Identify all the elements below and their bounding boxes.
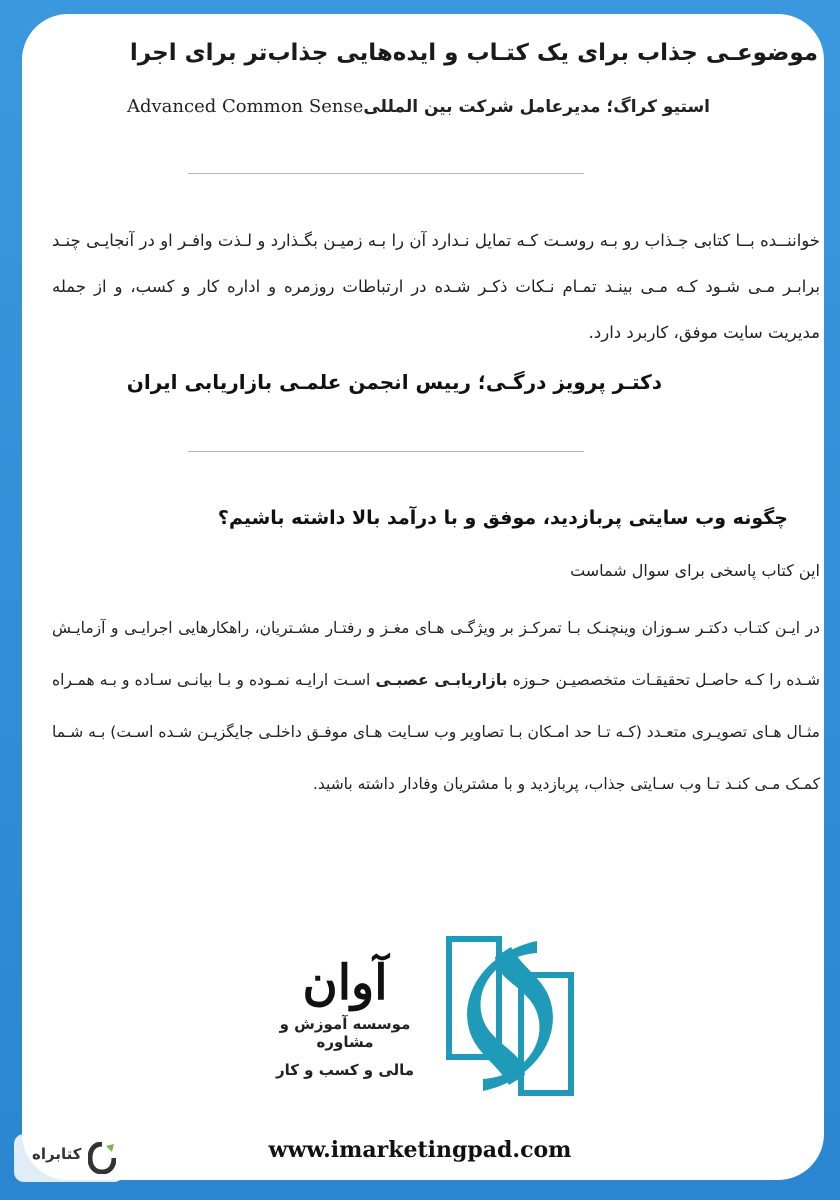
- avan-logo-icon: [445, 935, 575, 1097]
- question-heading: چگونه وب سایتی پربازدید، موفق و با درآمد بالا داشته باشیم؟: [217, 507, 788, 529]
- logo-subtitle: موسسه آموزش و مشاوره: [279, 1015, 411, 1051]
- company-name: Advanced Common Sense: [126, 96, 364, 117]
- divider: [188, 451, 584, 452]
- description-bold-term: بازاریابـی عصبـی: [375, 671, 508, 689]
- book-description: [52, 602, 820, 810]
- divider: [188, 173, 584, 174]
- page-title: موضوعـی جذاب برای یک کتـاب و ایده‌هایی جذاب‌تر برای اجرا: [129, 40, 818, 66]
- logo-text: [250, 955, 440, 1079]
- website-url: www.imarketingpad.com: [268, 1137, 572, 1163]
- endorsement-author-1: [54, 96, 710, 117]
- description-part-1: در ایـن کتـاب دکتـر سـوزان وینچنـک بـا تمرکـز بر ویژگـی هـای مغـز و رفتـار مشـتریان، راهکارهایی اجرایـی و آزمایـش شـده را کـه حاصـل تحقیقـات متخصصیـن حـوزه: [52, 619, 820, 689]
- endorsement-author-name: استیو کراگ؛ مدیرعامل شرکت بین المللی: [363, 97, 710, 117]
- ketabrah-logo-icon: [88, 1142, 116, 1174]
- endorsement-text-2: خواننــده بــا کتابی جـذاب رو بـه روسـت کـه تمایل نـدارد آن را بـه زمیـن بگـذارد و لـذت وافـر او در آنجایـی چنـد برابـر مـی شـود کـه مـی بینـد تمـام نـکات ذکـر شـده در ارتباطات روزمره و اداره کار و کسب، و از جمله مدیریت سایت موفق، کاربرد دارد.: [52, 231, 820, 342]
- endorsement-author-2: دکتـر پرویز درگـی؛ رییس انجمن علمـی بازاریابی ایران: [126, 370, 662, 394]
- logo-wordmark: آوان: [302, 955, 388, 1011]
- publisher-logo: [230, 925, 590, 1115]
- watermark-text: کتابراه: [32, 1145, 82, 1163]
- description-part-2: اسـت ارایـه نمـوده و بـا بیانـی سـاده و بـه همـراه مثـال هـای تصویـری متعـدد (کـه تـا حد امـکان بـا تصاویر وب سـایت هـای موفـق داخلـی جایگزیـن شـده اسـت) بـه شـما کمـک مـی کنـد تـا وب سـایتی جذاب، پربازدید و با مشتریان وفادار داشته باشید.: [52, 671, 820, 793]
- watermark-badge: [14, 1134, 124, 1182]
- intro-text: این کتاب پاسخی برای سوال شماست: [570, 561, 820, 580]
- logo-tagline: مالی و کسب و کار: [275, 1061, 415, 1079]
